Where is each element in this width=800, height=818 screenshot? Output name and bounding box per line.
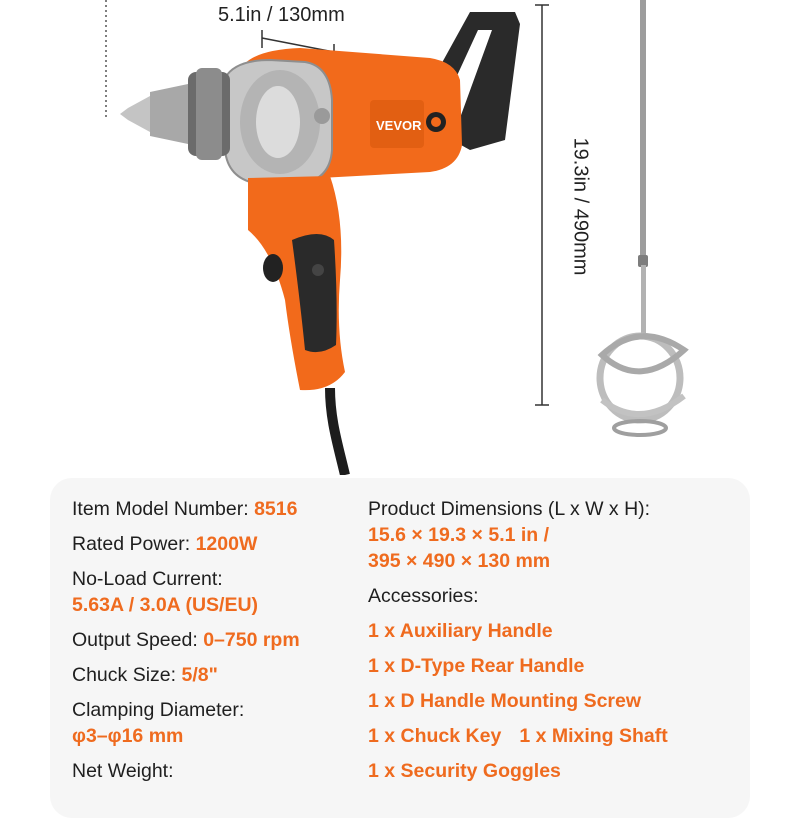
spec-power xyxy=(72,531,342,557)
dimension-width-label: 5.1in / 130mm xyxy=(218,4,345,26)
spec-column-right xyxy=(368,496,738,793)
spec-chuck xyxy=(72,662,342,688)
spec-dimensions-mm: 395 × 490 × 130 mm xyxy=(368,550,551,572)
spec-speed xyxy=(72,627,342,653)
spec-dimensions-inches: 15.6 × 19.3 × 5.1 in / xyxy=(368,524,550,546)
spec-model-label: Item Model Number: xyxy=(72,498,249,520)
accessories-label: Accessories: xyxy=(368,585,479,607)
spec-panel xyxy=(50,478,750,818)
accessory-security-goggles: 1 x Security Goggles xyxy=(368,760,561,782)
spec-dimensions xyxy=(368,496,738,574)
spec-chuck-label: Chuck Size: xyxy=(72,664,177,686)
accessory-chuck-key: 1 x Chuck Key xyxy=(368,725,502,747)
spec-chuck-value: 5/8" xyxy=(181,664,218,686)
spec-clamp xyxy=(72,697,342,749)
spec-power-value: 1200W xyxy=(195,533,258,555)
spec-speed-label: Output Speed: xyxy=(72,629,198,651)
accessory-row-chuck-shaft xyxy=(368,723,738,749)
spec-speed-value: 0–750 rpm xyxy=(203,629,300,651)
spec-current-value: 5.63A / 3.0A (US/EU) xyxy=(72,594,259,616)
spec-model-value: 8516 xyxy=(254,498,298,520)
spec-weight-label: Net Weight: xyxy=(72,760,174,782)
spec-power-label: Rated Power: xyxy=(72,533,191,555)
spec-clamp-label: Clamping Diameter: xyxy=(72,699,245,721)
brand-logo: VEVOR xyxy=(376,118,422,133)
spec-model xyxy=(72,496,342,522)
accessory-auxiliary-handle: 1 x Auxiliary Handle xyxy=(368,620,553,642)
spec-column-left xyxy=(72,496,342,793)
accessory-mounting-screw: 1 x D Handle Mounting Screw xyxy=(368,690,642,712)
accessory-mixing-shaft: 1 x Mixing Shaft xyxy=(519,725,668,747)
spec-current xyxy=(72,566,342,618)
spec-dimensions-label: Product Dimensions (L x W x H): xyxy=(368,498,651,520)
spec-current-label: No-Load Current: xyxy=(72,568,223,590)
spec-clamp-value: φ3–φ16 mm xyxy=(72,725,184,747)
dimension-height-label: 19.3in / 490mm xyxy=(569,137,592,276)
accessory-rear-handle: 1 x D-Type Rear Handle xyxy=(368,655,585,677)
